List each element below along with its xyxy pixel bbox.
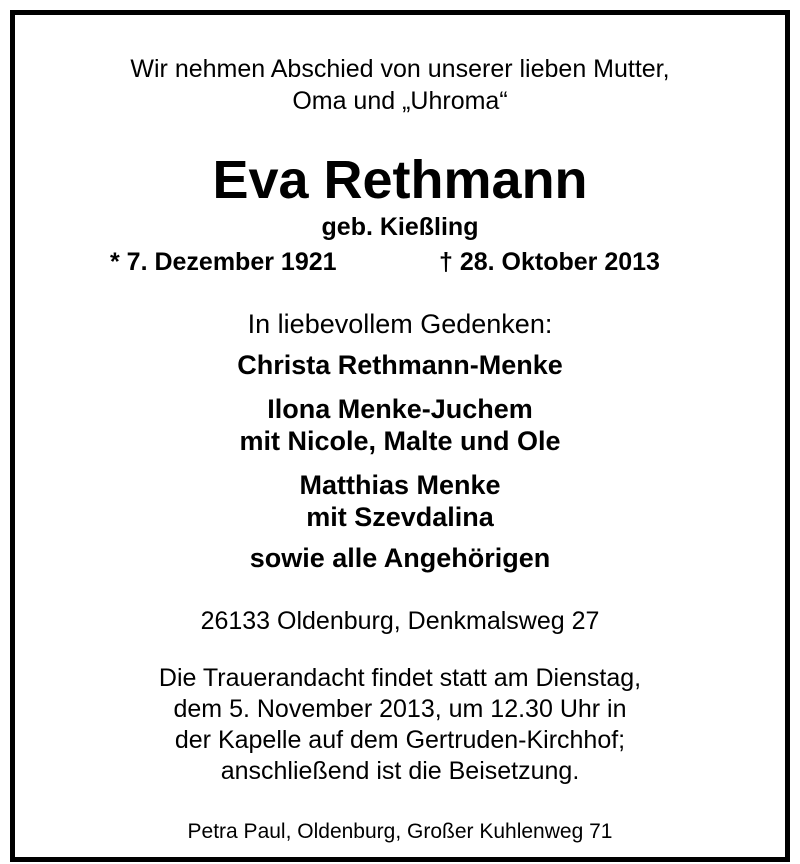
intro-line-2: Oma und „Uhroma“ [292, 87, 508, 115]
intro-line-1: Wir nehmen Abschied von unserer lieben Mutter, [130, 55, 670, 83]
service-info-line: der Kapelle auf dem Gertruden-Kirchhof; [174, 726, 626, 754]
intro-text [15, 53, 785, 117]
death-date: † 28. Oktober 2013 [439, 248, 660, 276]
deceased-name: Eva Rethmann [212, 150, 588, 210]
obituary-frame [10, 10, 790, 862]
mourner-line: Christa Rethmann-Menke [237, 350, 563, 380]
mourner-line: Matthias Menke [299, 470, 501, 500]
service-info-line: dem 5. November 2013, um 12.30 Uhr in [173, 695, 627, 723]
family-address: 26133 Oldenburg, Denkmalsweg 27 [200, 607, 600, 635]
mourner-line: sowie alle Angehörigen [249, 543, 551, 573]
birth-name: geb. Kießling [321, 213, 479, 241]
birth-date: * 7. Dezember 1921 [110, 248, 337, 276]
footer-credit: Petra Paul, Oldenburg, Großer Kuhlenweg 71 [187, 820, 613, 843]
mourner-line: mit Szevdalina [306, 502, 494, 532]
remembrance-heading: In liebevollem Gedenken: [247, 309, 553, 339]
mourner-line: Ilona Menke-Juchem [267, 394, 533, 424]
service-info-line: Die Trauerandacht findet statt am Dienstag, [158, 664, 642, 692]
mourner-line: mit Nicole, Malte und Ole [239, 426, 561, 456]
service-info-line: anschließend ist die Beisetzung. [220, 757, 580, 785]
